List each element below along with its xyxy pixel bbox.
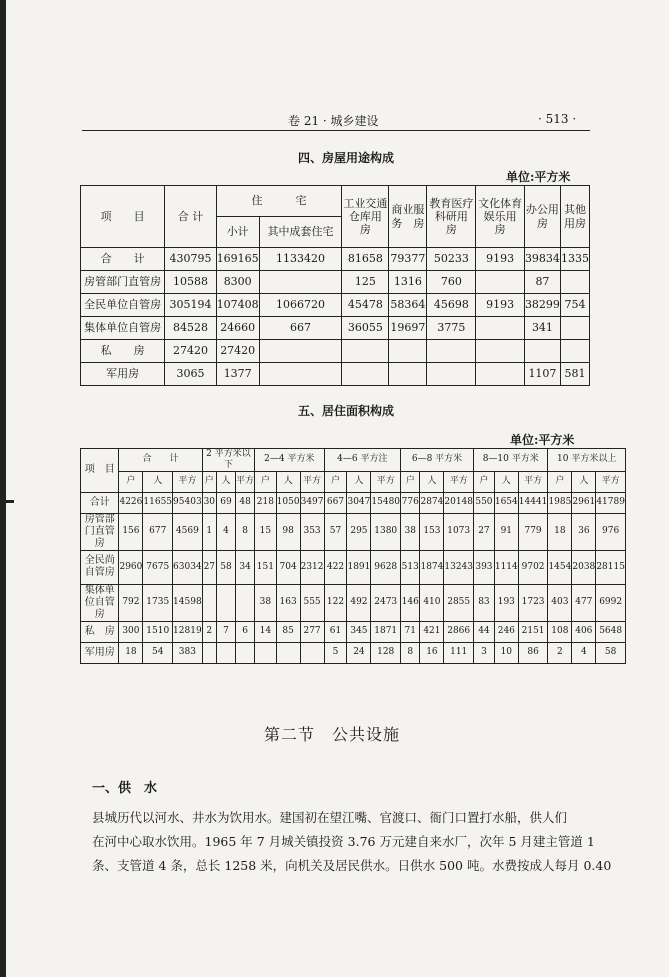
- table-cell: 4569: [173, 513, 203, 550]
- cell-other: 1335: [560, 248, 589, 271]
- row-label: 合 计: [81, 248, 165, 271]
- table-cell: 24: [347, 642, 371, 663]
- cell-subtotal: 8300: [216, 271, 259, 294]
- table-cell: 1073: [444, 513, 474, 550]
- row-label: 全民单位自管房: [81, 294, 165, 317]
- running-header-title: 卷 21 · 城乡建设: [288, 114, 379, 128]
- table-cell: 5: [324, 642, 347, 663]
- table-cell: 2: [202, 621, 216, 642]
- table-cell: 57: [324, 513, 347, 550]
- table-cell: 406: [572, 621, 596, 642]
- table-cell: 7675: [143, 550, 173, 584]
- cell-industrial: 81658: [342, 248, 389, 271]
- row-label: 集体单位自管房: [81, 317, 165, 340]
- cell-subtotal: 1377: [216, 363, 259, 386]
- cell-complete: 667: [259, 317, 342, 340]
- cell-commercial: 79377: [389, 248, 427, 271]
- col-sub-head: 人: [216, 471, 235, 492]
- cell-commercial: [389, 363, 427, 386]
- table-cell: 36: [572, 513, 596, 550]
- col-sub-head: 人: [143, 471, 173, 492]
- table-cell: 2038: [572, 550, 596, 584]
- col-group-head: 4—6 平方注: [324, 449, 400, 472]
- table-cell: 146: [401, 584, 420, 621]
- building-use-table: [80, 185, 590, 386]
- table-cell: 353: [300, 513, 324, 550]
- table-cell: 122: [324, 584, 347, 621]
- col-sub-head: 平方: [236, 471, 255, 492]
- table-cell: 667: [324, 492, 347, 513]
- table-cell: 156: [119, 513, 143, 550]
- table-row: [81, 642, 626, 663]
- cell-commercial: [389, 340, 427, 363]
- cell-total: 305194: [165, 294, 216, 317]
- subheader-row: [81, 471, 626, 492]
- table-cell: 421: [420, 621, 444, 642]
- cell-complete: [259, 363, 342, 386]
- row-label: 合计: [81, 492, 119, 513]
- cell-complete: [259, 271, 342, 294]
- table-row: [81, 621, 626, 642]
- table-cell: 2312: [300, 550, 324, 584]
- table-cell: 13243: [444, 550, 474, 584]
- col-sub-head: 户: [202, 471, 216, 492]
- col-sub-head: 人: [494, 471, 518, 492]
- table-cell: 15: [255, 513, 277, 550]
- table-cell: 30: [202, 492, 216, 513]
- cell-culture: [476, 317, 525, 340]
- col-sub-head: 户: [401, 471, 420, 492]
- table5-title: 五、居住面积构成: [298, 404, 395, 418]
- table-cell: [300, 642, 324, 663]
- table-cell: 2855: [444, 584, 474, 621]
- table-cell: 54: [143, 642, 173, 663]
- paragraph-line: 在河中心取水饮用。1965 年 7 月城关镇投资 3.76 万元建自来水厂，次年 5 月建主管道 1: [92, 834, 595, 849]
- col-group-head: 2—4 平方米: [255, 449, 324, 472]
- table-cell: 8: [401, 642, 420, 663]
- col-head-other: 其他用房: [560, 186, 589, 248]
- header-row: [81, 449, 626, 472]
- cell-complete: 1133420: [259, 248, 342, 271]
- table-cell: 393: [474, 550, 495, 584]
- cell-commercial: 1316: [389, 271, 427, 294]
- cell-other: 754: [560, 294, 589, 317]
- table-cell: 2960: [119, 550, 143, 584]
- table-cell: 3: [474, 642, 495, 663]
- table-cell: 550: [474, 492, 495, 513]
- table-cell: 8: [236, 513, 255, 550]
- row-label: 军用房: [81, 363, 165, 386]
- table-cell: 3497: [300, 492, 324, 513]
- col-head-item: 项 目: [81, 186, 165, 248]
- table-cell: 6992: [596, 584, 626, 621]
- cell-office: 39834: [524, 248, 560, 271]
- cell-total: 10588: [165, 271, 216, 294]
- col-sub-head: 人: [347, 471, 371, 492]
- table-cell: 2151: [518, 621, 548, 642]
- cell-total: 84528: [165, 317, 216, 340]
- table-cell: 4: [216, 513, 235, 550]
- table-cell: 4226: [119, 492, 143, 513]
- table-cell: 1510: [143, 621, 173, 642]
- table-cell: 71: [401, 621, 420, 642]
- table-cell: 91: [494, 513, 518, 550]
- body-paragraph: [92, 806, 612, 878]
- cell-culture: [476, 340, 525, 363]
- cell-industrial: 36055: [342, 317, 389, 340]
- table-row: [81, 317, 590, 340]
- cell-office: 87: [524, 271, 560, 294]
- table-cell: 10: [494, 642, 518, 663]
- col-head-item: 项 目: [81, 449, 119, 493]
- cell-total: 3065: [165, 363, 216, 386]
- table-cell: 18: [119, 642, 143, 663]
- table-cell: 27: [474, 513, 495, 550]
- table-cell: 12819: [173, 621, 203, 642]
- cell-total: 430795: [165, 248, 216, 271]
- table-cell: 776: [401, 492, 420, 513]
- table-cell: 83: [474, 584, 495, 621]
- col-group-head: 6—8 平方米: [401, 449, 474, 472]
- table-cell: 300: [119, 621, 143, 642]
- cell-education: 50233: [427, 248, 476, 271]
- table-cell: 218: [255, 492, 277, 513]
- table-cell: 16: [420, 642, 444, 663]
- table-cell: [255, 642, 277, 663]
- table-cell: 383: [173, 642, 203, 663]
- cell-subtotal: 107408: [216, 294, 259, 317]
- table-cell: 1: [202, 513, 216, 550]
- table-cell: 403: [548, 584, 572, 621]
- table-cell: [202, 584, 216, 621]
- table-row: [81, 340, 590, 363]
- col-group-head: 10 平方米以上: [548, 449, 626, 472]
- table-row: [81, 248, 590, 271]
- row-label: 全民尚自管房: [81, 550, 119, 584]
- table-cell: 63034: [173, 550, 203, 584]
- table-cell: 2: [548, 642, 572, 663]
- table-cell: [216, 584, 235, 621]
- col-head-education: 教育医疗科研用 房: [427, 186, 476, 248]
- col-head-commercial: 商业服务 房: [389, 186, 427, 248]
- table-cell: 1735: [143, 584, 173, 621]
- cell-subtotal: 24660: [216, 317, 259, 340]
- cell-commercial: 58364: [389, 294, 427, 317]
- row-label: 私 房: [81, 340, 165, 363]
- table-cell: 98: [276, 513, 300, 550]
- table-cell: 151: [255, 550, 277, 584]
- table-cell: 555: [300, 584, 324, 621]
- binding-edge: [0, 0, 6, 977]
- table-cell: [236, 642, 255, 663]
- table-row: [81, 584, 626, 621]
- table-cell: 2866: [444, 621, 474, 642]
- table-cell: 86: [518, 642, 548, 663]
- table-cell: 6: [236, 621, 255, 642]
- cell-education: 45698: [427, 294, 476, 317]
- cell-culture: 9193: [476, 248, 525, 271]
- table-cell: 1380: [371, 513, 401, 550]
- table-cell: 410: [420, 584, 444, 621]
- col-group-head: 8—10 平方米: [474, 449, 548, 472]
- col-sub-head: 户: [119, 471, 143, 492]
- cell-industrial: [342, 363, 389, 386]
- row-label: 集体单位自管房: [81, 584, 119, 621]
- binding-mark: [0, 500, 14, 503]
- table-cell: 58: [216, 550, 235, 584]
- section-heading: 第二节 公共设施: [264, 725, 401, 744]
- table-cell: 477: [572, 584, 596, 621]
- table-cell: 5648: [596, 621, 626, 642]
- table-cell: 345: [347, 621, 371, 642]
- table-cell: 61: [324, 621, 347, 642]
- table-cell: 14: [255, 621, 277, 642]
- table-cell: 69: [216, 492, 235, 513]
- table-cell: 779: [518, 513, 548, 550]
- cell-other: [560, 317, 589, 340]
- table-cell: 4: [572, 642, 596, 663]
- table-cell: 422: [324, 550, 347, 584]
- table-cell: 44: [474, 621, 495, 642]
- col-head-subtotal: 小计: [216, 217, 259, 248]
- table-cell: 34: [236, 550, 255, 584]
- table-cell: 1654: [494, 492, 518, 513]
- col-sub-head: 人: [276, 471, 300, 492]
- cell-complete: 1066720: [259, 294, 342, 317]
- page-number: · 513 ·: [538, 112, 577, 126]
- table-cell: 1114: [494, 550, 518, 584]
- cell-industrial: 125: [342, 271, 389, 294]
- table-row: [81, 271, 590, 294]
- col-head-office: 办公用房: [524, 186, 560, 248]
- table-row: [81, 550, 626, 584]
- cell-office: 38299: [524, 294, 560, 317]
- col-group-head: 合 计: [119, 449, 202, 472]
- cell-complete: [259, 340, 342, 363]
- col-sub-head: 户: [548, 471, 572, 492]
- table-cell: 41789: [596, 492, 626, 513]
- table-cell: 1454: [548, 550, 572, 584]
- table-cell: 95403: [173, 492, 203, 513]
- table-cell: 85: [276, 621, 300, 642]
- table-cell: 163: [276, 584, 300, 621]
- paragraph-line: 条、支管道 4 条，总长 1258 米，向机关及居民供水。日供水 500 吨。水费按成人每月 0.40: [92, 858, 612, 873]
- row-label: 房管部门直管房: [81, 513, 119, 550]
- row-label: 房管部门直管房: [81, 271, 165, 294]
- col-sub-head: 平方: [173, 471, 203, 492]
- table-cell: 295: [347, 513, 371, 550]
- cell-office: 1107: [524, 363, 560, 386]
- table-cell: 492: [347, 584, 371, 621]
- cell-culture: 9193: [476, 294, 525, 317]
- table-cell: 193: [494, 584, 518, 621]
- table-row: [81, 492, 626, 513]
- col-head-total: 合 计: [165, 186, 216, 248]
- cell-education: [427, 340, 476, 363]
- row-label: 军用房: [81, 642, 119, 663]
- table-cell: 108: [548, 621, 572, 642]
- table-cell: 1050: [276, 492, 300, 513]
- table-row: [81, 294, 590, 317]
- table-cell: 792: [119, 584, 143, 621]
- col-sub-head: 平方: [596, 471, 626, 492]
- col-sub-head: 户: [324, 471, 347, 492]
- col-sub-head: 人: [572, 471, 596, 492]
- table-cell: 1874: [420, 550, 444, 584]
- col-sub-head: 户: [255, 471, 277, 492]
- living-area-table: [80, 448, 626, 664]
- cell-other: [560, 271, 589, 294]
- header-rule: [82, 130, 590, 131]
- table-cell: 2874: [420, 492, 444, 513]
- col-head-complete-sets: 其中成套住宅: [259, 217, 342, 248]
- table-cell: 704: [276, 550, 300, 584]
- table-cell: 28115: [596, 550, 626, 584]
- table-cell: 976: [596, 513, 626, 550]
- table-cell: 15480: [371, 492, 401, 513]
- cell-education: 3775: [427, 317, 476, 340]
- cell-education: [427, 363, 476, 386]
- cell-other: [560, 340, 589, 363]
- table-cell: 18: [548, 513, 572, 550]
- table-cell: 246: [494, 621, 518, 642]
- table5-unit: 单位:平方米: [510, 433, 575, 447]
- table-cell: 27: [202, 550, 216, 584]
- col-head-industrial: 工业交通仓库用 房: [342, 186, 389, 248]
- table-cell: [216, 642, 235, 663]
- cell-industrial: [342, 340, 389, 363]
- table-cell: [276, 642, 300, 663]
- table-cell: 677: [143, 513, 173, 550]
- col-sub-head: 平方: [300, 471, 324, 492]
- table-cell: 14441: [518, 492, 548, 513]
- table-cell: 1891: [347, 550, 371, 584]
- cell-industrial: 45478: [342, 294, 389, 317]
- paragraph-line: 县城历代以河水、井水为饮用水。建国初在望江嘴、官渡口、衙门口置打水船，供人们: [92, 810, 568, 825]
- table4-title: 四、房屋用途构成: [298, 151, 395, 165]
- table-cell: 513: [401, 550, 420, 584]
- table-cell: 2473: [371, 584, 401, 621]
- cell-office: [524, 340, 560, 363]
- table-cell: 1985: [548, 492, 572, 513]
- col-sub-head: 户: [474, 471, 495, 492]
- table-cell: 3047: [347, 492, 371, 513]
- cell-culture: [476, 271, 525, 294]
- table4-unit: 单位:平方米: [506, 170, 571, 184]
- cell-total: 27420: [165, 340, 216, 363]
- col-sub-head: 平方: [371, 471, 401, 492]
- table-cell: 1723: [518, 584, 548, 621]
- table-cell: 9628: [371, 550, 401, 584]
- subsection-heading: 一、供 水: [92, 781, 158, 796]
- table-cell: 128: [371, 642, 401, 663]
- col-sub-head: 人: [420, 471, 444, 492]
- table-cell: [202, 642, 216, 663]
- cell-education: 760: [427, 271, 476, 294]
- cell-culture: [476, 363, 525, 386]
- table-cell: 38: [401, 513, 420, 550]
- table-cell: 111: [444, 642, 474, 663]
- table-cell: [236, 584, 255, 621]
- row-label: 私 房: [81, 621, 119, 642]
- col-head-culture: 文化体育娱乐用 房: [476, 186, 525, 248]
- table-cell: 1871: [371, 621, 401, 642]
- table-cell: 48: [236, 492, 255, 513]
- cell-subtotal: 27420: [216, 340, 259, 363]
- table-cell: 38: [255, 584, 277, 621]
- col-head-residential: 住 宅: [216, 186, 342, 217]
- cell-commercial: 19697: [389, 317, 427, 340]
- table-cell: 20148: [444, 492, 474, 513]
- cell-subtotal: 169165: [216, 248, 259, 271]
- col-sub-head: 平方: [518, 471, 548, 492]
- table-cell: 2961: [572, 492, 596, 513]
- table-cell: 14598: [173, 584, 203, 621]
- table-row: [81, 363, 590, 386]
- col-group-head: 2 平方米以下: [202, 449, 254, 472]
- cell-office: 341: [524, 317, 560, 340]
- table-cell: 277: [300, 621, 324, 642]
- table-row: [81, 513, 626, 550]
- table-cell: 153: [420, 513, 444, 550]
- col-sub-head: 平方: [444, 471, 474, 492]
- table-cell: 11655: [143, 492, 173, 513]
- cell-other: 581: [560, 363, 589, 386]
- table-cell: 7: [216, 621, 235, 642]
- table-cell: 58: [596, 642, 626, 663]
- table-cell: 9702: [518, 550, 548, 584]
